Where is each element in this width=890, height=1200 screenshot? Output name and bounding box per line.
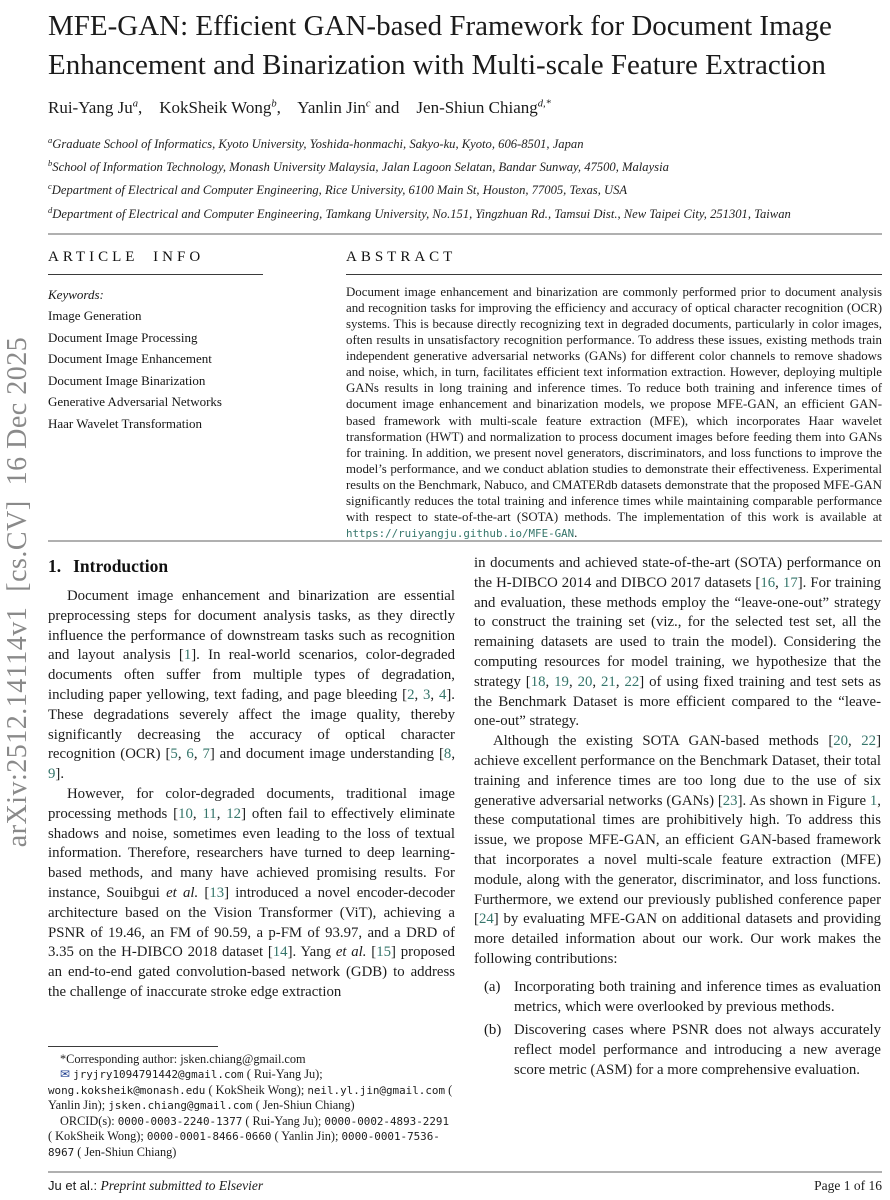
affiliation-text: Graduate School of Informatics, Kyoto University, Yoshida-honmachi, Sakyo-ku, Kyoto, 606-8501, Japan — [52, 137, 584, 152]
author-emails-note — [48, 1067, 455, 1114]
mono-text: 0000-0001-8466-0660 — [146, 1130, 272, 1143]
contribution-item — [484, 978, 881, 1018]
superscript-marker: b — [271, 98, 277, 110]
citation-link[interactable]: 9 — [48, 766, 56, 783]
abstract-heading: ABSTRACT — [346, 248, 457, 265]
page-number: Page 1 of 16 — [814, 1178, 882, 1193]
affiliation-text: Department of Electrical and Computer Engineering, Rice University, 6100 Main St, Houston, 77005, Texas, USA — [51, 183, 628, 198]
left-column — [48, 554, 455, 1160]
citation-link[interactable]: 3 — [423, 686, 431, 703]
email-icon: ✉ — [60, 1067, 71, 1081]
affiliation-marker: c — [48, 181, 52, 192]
citation-link[interactable]: 2 — [407, 686, 415, 703]
keyword-item: Document Image Binarization — [48, 372, 206, 388]
abstract-text: Document image enhancement and binarization are commonly performed prior to document analysis and recognition tasks for improving the efficiency and accuracy of optical character recognition (OCR) systems. This is because directly recognizing text in degraded documents, particularly in color images, often results in unsatisfactory recognition performance. To address these issues, existing methods train independent generative adversarial networks (GANs) for different color channels to remove shadows and noise, which, in turn, facilitates efficient text information extraction. However, deploying multiple GANs results in long training and inference times. To reduce both training and inference times of document image enhancement and binarization models, we propose MFE-GAN, an efficient GAN-based framework with multi-scale feature extraction (MFE), which incorporates Haar wavelet transformation (HWT) and normalization to process document images before feeding them into GANs for training. In addition, we present novel generators, discriminators, and loss functions to improve the model’s performance, and we conduct ablation studies to demonstrate their effectiveness. Experimental results on the Benchmark, Nabuco, and CMATERdb datasets demonstrate that the proposed MFE-GAN significantly reduces the total training and inference times while maintaining comparable performance with respect to state-of-the-art (SOTA) methods. The implementation of this work is available at https://ruiyangju.github.io/MFE-GAN. — [346, 284, 882, 541]
mono-text: wong.koksheik@monash.edu — [48, 1083, 206, 1097]
contribution-label: (a) — [484, 978, 501, 995]
footnote-rule — [48, 1046, 218, 1047]
mono-text: neil.yl.jin@gmail.com — [307, 1083, 446, 1097]
italic-text: et al. — [335, 944, 367, 961]
orcid-note: ORCID(s): 0000-0003-2240-1377 ( Rui-Yang Ju); 0000-0002-4893-2291 ( KokSheik Wong); 0000-0001-8466-0660 ( Yanlin Jin); 0000-0001-7536-8967 ( Jen-Shiun Chiang) — [48, 1113, 449, 1159]
citation-link[interactable]: 21 — [601, 673, 616, 690]
citation-link[interactable]: 11 — [202, 805, 217, 822]
info-abstract-row — [48, 235, 882, 543]
keywords-list — [48, 284, 328, 435]
article-info-rule — [48, 274, 263, 275]
citation-link[interactable]: 24 — [478, 911, 494, 928]
footnote-block — [48, 1046, 455, 1161]
footer-left — [48, 1178, 263, 1194]
superscript-marker: d,* — [537, 98, 551, 110]
citation-link[interactable]: 6 — [186, 746, 194, 763]
citation-link[interactable]: 12 — [226, 805, 242, 822]
citation-link[interactable]: 23 — [722, 792, 738, 809]
paper-title-line-1: MFE-GAN: Efficient GAN-based Framework for Document Image — [48, 10, 832, 42]
footer-row — [48, 1178, 882, 1194]
citation-link[interactable]: 4 — [438, 686, 447, 703]
citation-link[interactable]: 20 — [577, 673, 593, 690]
footer-divider — [48, 1171, 882, 1173]
superscript-marker: c — [365, 98, 371, 110]
footer-authors: Ju et al.: — [48, 1178, 98, 1193]
mono-text: 0000-0002-4893-2291 — [324, 1114, 449, 1128]
citation-link[interactable]: 15 — [376, 944, 392, 961]
page-content — [48, 0, 882, 542]
section-number: 1. — [48, 556, 62, 576]
corresponding-author-note: *Corresponding author: jsken.chiang@gmail.com — [60, 1051, 306, 1066]
citation-link[interactable]: 22 — [861, 733, 877, 750]
right-column — [474, 554, 881, 1160]
intro-paragraph-2: However, for color-degraded documents, traditional image processing methods [10, 11, 12] often fail to effectively eliminate shadows and noise, sometimes even leading to the loss of textual information. Therefore, researchers have turned to deep learning-based methods, and many have achieved promising results. For instance, Souibgui et al. [13] introduced a novel encoder-decoder architecture based on the Vision Transformer (ViT), achieving a PSNR of 19.46, an FM of 90.59, a p-FM of 93.97, and a DRD of 3.35 on the H-DIBCO 2018 dataset [14]. Yang et al. [15] proposed an end-to-end gated convolution-based network (GDB) to address the challenge of inaccurate stroke edge extraction — [48, 785, 455, 1000]
arxiv-watermark: arXiv:2512.14114v1 [cs.CV] 16 Dec 2025 — [2, 336, 33, 848]
citation-link[interactable]: 13 — [209, 884, 225, 901]
affiliation-text: School of Information Technology, Monash University Malaysia, Jalan Lagoon Selatan, Bandar Sunway, 47500, Malaysia — [52, 160, 669, 175]
mono-text: jsken.chiang@gmail.com — [108, 1099, 253, 1112]
contributions-list — [474, 978, 881, 1081]
mono-text: 0000-0003-2240-1377 — [117, 1114, 243, 1128]
keyword-item: Document Image Enhancement — [48, 351, 212, 367]
url-link[interactable]: https://ruiyangju.github.io/MFE-GAN — [346, 527, 575, 541]
italic-text: et al. — [166, 884, 199, 901]
intro-paragraph-3: in documents and achieved state-of-the-art (SOTA) performance on the H-DIBCO 2014 and DIBCO 2017 datasets [16, 17]. For training and evaluation, these methods employ the “leave-one-out” strategy to construct the training set (viz., for the selected test set, all the remaining datasets are used to train the model). Considering the computing resources for model training, we hypothesize that the strategy [18, 19, 20, 21, 22] of using fixed training and test sets as the Benchmark Dataset is more efficient compared to the “leave-one-out” strategy. — [474, 555, 881, 730]
section-title: Introduction — [73, 556, 169, 576]
citation-link[interactable]: 14 — [272, 944, 288, 961]
page-footer — [48, 1171, 882, 1194]
authors-line: Rui-Yang Ju$^a$, KokSheik Wong$^b$, Yanlin Jin$^c$ and Jen-Shiun Chiang$^{d,*}$ — [48, 98, 551, 117]
contribution-item — [484, 1021, 881, 1080]
mono-text: jryjry1094791442@gmail.com — [73, 1068, 244, 1081]
citation-link[interactable]: 19 — [554, 673, 569, 690]
footer-note: Preprint submitted to Elsevier — [100, 1178, 264, 1193]
citation-link[interactable]: 20 — [833, 733, 849, 750]
keyword-item: Document Image Processing — [48, 329, 198, 345]
article-info-heading: ARTICLE INFO — [48, 248, 205, 265]
paper-title — [48, 7, 882, 85]
citation-link[interactable]: 10 — [178, 805, 193, 822]
affiliation-line — [48, 154, 882, 177]
affiliation-marker: a — [48, 135, 53, 145]
author-emails-text: jryjry1094791442@gmail.com ( Rui-Yang Ju); wong.koksheik@monash.edu ( KokSheik Wong); neil.yl.jin@gmail.com ( Yanlin Jin); jsken.chiang@gmail.com ( Jen-Shiun Chiang) — [48, 1067, 453, 1112]
keyword-item: Generative Adversarial Networks — [48, 394, 222, 410]
contribution-text: Discovering cases where PSNR does not always accurately reflect model performance and introducing a new average score metric (ASM) for a more comprehensive evaluation. — [514, 1022, 881, 1078]
citation-link[interactable]: 1 — [183, 647, 192, 664]
intro-paragraph-4: Although the existing SOTA GAN-based methods [20, 22] achieve excellent performance on the Benchmark Dataset, their total training and inference times are too long due to the use of six generative adversarial networks (GANs) [23]. As shown in Figure 1, these computational times are prohibitively high. To address this issue, we propose MFE-GAN, an efficient GAN-based framework that incorporates a novel multi-scale feature extraction (MFE) module, along with the generator, discriminator, and loss functions. Furthermore, we extend our previously published conference paper [24] by evaluating MFE-GAN on additional datasets and providing more detailed information about our work. Our work makes the following contributions: — [474, 733, 881, 967]
keyword-item: Image Generation — [48, 308, 142, 324]
citation-link[interactable]: 1 — [869, 792, 878, 809]
affiliation-marker: d — [48, 204, 53, 215]
keywords-label: Keywords: — [48, 286, 104, 302]
citation-link[interactable]: 22 — [624, 673, 640, 690]
contribution-text: Incorporating both training and inference times as evaluation metrics, which were overlooked by previous methods. — [514, 978, 881, 1015]
affiliation-line — [48, 177, 882, 200]
citation-link[interactable]: 17 — [782, 574, 798, 591]
citation-link[interactable]: 7 — [202, 746, 210, 763]
section-heading-introduction — [48, 556, 455, 577]
affiliations — [48, 131, 882, 224]
article-info-column — [48, 235, 328, 435]
superscript-marker: a — [132, 98, 138, 110]
intro-paragraph-1: Document image enhancement and binarization are essential preprocessing steps for document analysis tasks, as they directly influence the performance of downstream tasks such as recognition and layout analysis [1]. In real-world scenarios, color-degraded documents often suffer from multiple types of degradation, including paper yellowing, text fading, and page bleeding [2, 3, 4]. These degradations severely affect the image quality, thereby significantly decreasing the accuracy of optical character recognition (OCR) [5, 6, 7] and document image understanding [8, 9]. — [48, 588, 455, 783]
main-body — [48, 554, 882, 1160]
citation-link[interactable]: 16 — [760, 574, 776, 591]
affiliation-line — [48, 201, 882, 224]
mono-text: 0000-0001-7536-8967 — [48, 1130, 440, 1159]
abstract-bottom-divider — [48, 540, 882, 542]
affiliation-marker: b — [48, 158, 53, 169]
citation-link[interactable]: 8 — [443, 746, 452, 763]
affiliation-text: Department of Electrical and Computer Engineering, Tamkang University, No.151, Yingzhuan Rd., Tamsui Dist., New Taipei City, 251301, Taiwan — [52, 206, 791, 221]
contribution-label: (b) — [484, 1022, 502, 1039]
citation-link[interactable]: 18 — [530, 673, 546, 690]
abstract-column — [346, 235, 882, 543]
abstract-rule — [346, 274, 882, 275]
citation-link[interactable]: 5 — [170, 746, 178, 763]
keyword-item: Haar Wavelet Transformation — [48, 415, 202, 431]
paper-title-line-2: Enhancement and Binarization with Multi-scale Feature Extraction — [48, 49, 826, 81]
affiliation-line — [48, 131, 882, 154]
